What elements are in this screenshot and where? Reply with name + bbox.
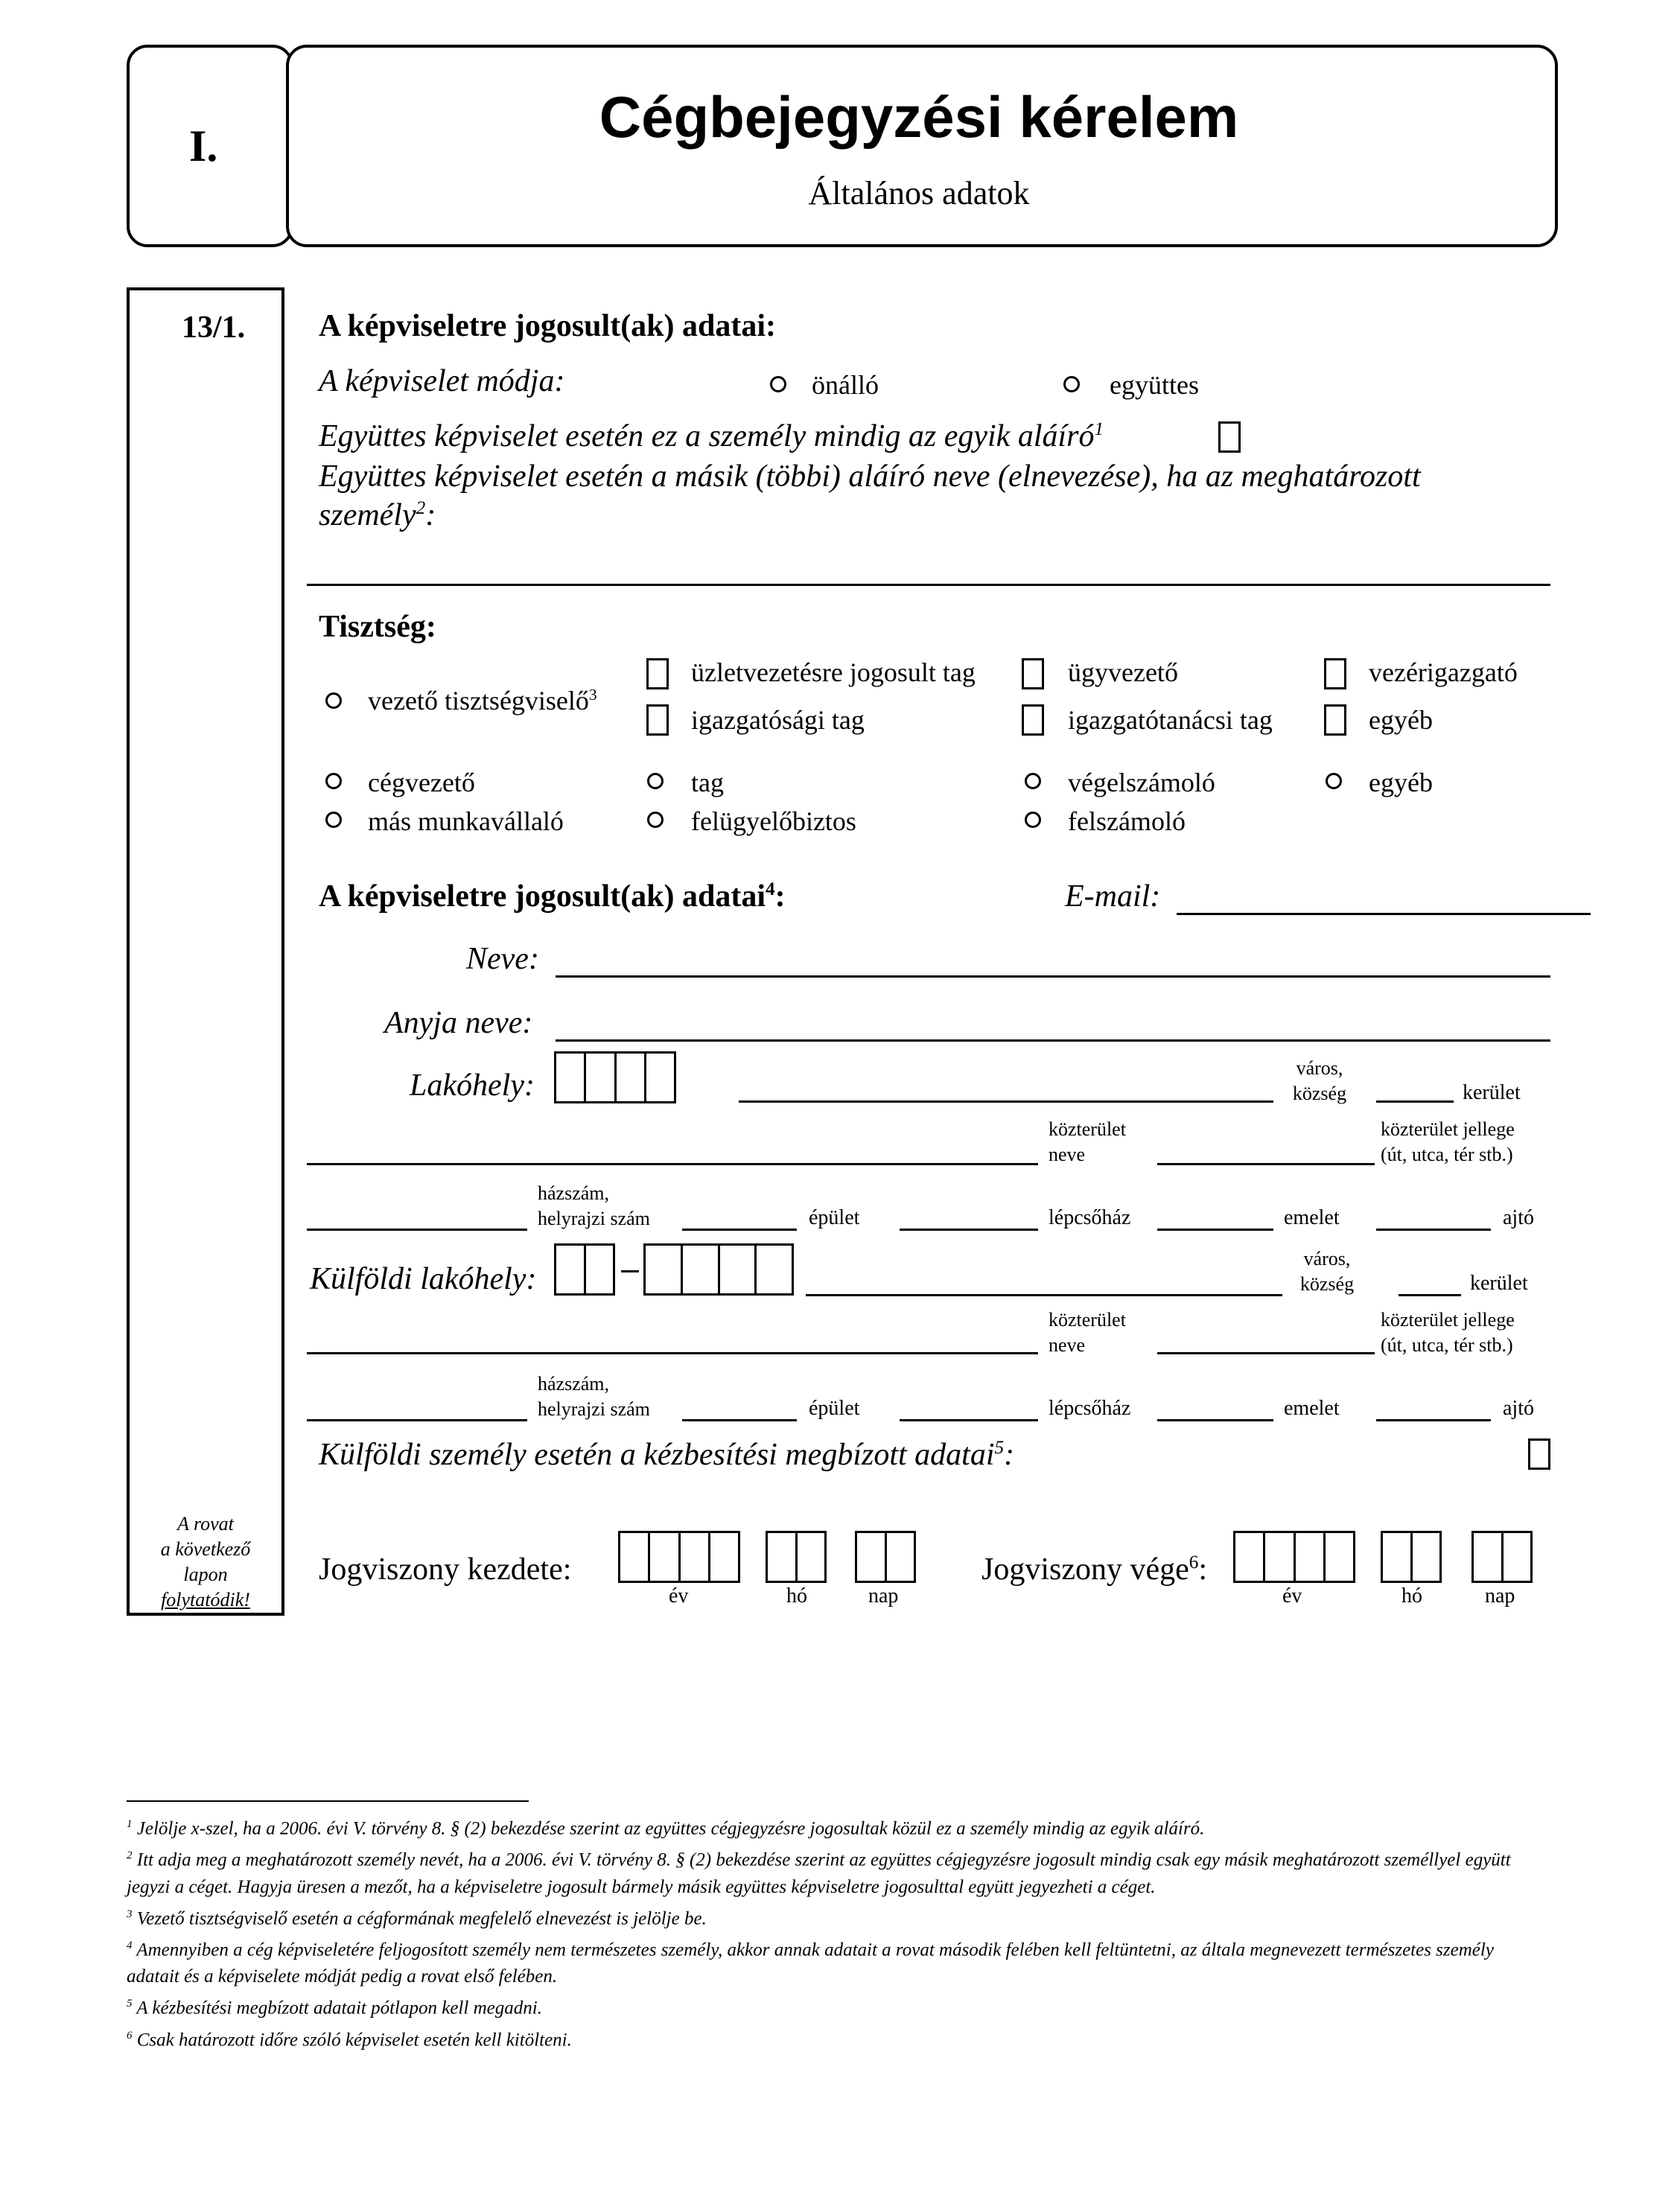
footnote-3: $^3$ Vezető tisztségviselő esetén a cégformának megfelelő elnevezést is jelölje be.: [127, 1908, 707, 1928]
mother-name-label: Anyja neve:: [384, 1006, 533, 1040]
foreign-house-number-field[interactable]: [682, 1419, 797, 1421]
email-field[interactable]: [1177, 913, 1591, 915]
footnote-6: $^6$ Csak határozott időre szóló képviselet esetén kell kitölteni.: [127, 2029, 572, 2050]
other-signer-name-line[interactable]: [307, 584, 1550, 586]
section-code-column: [127, 287, 284, 1616]
start-year-label: év: [669, 1584, 689, 1608]
section-heading: A képviseletre jogosult(ak) adatai:: [319, 309, 777, 343]
street-type-label: közterület jellege (út, utca, tér stb.): [1381, 1118, 1515, 1165]
footnote-5: $^5$ A kézbesítési megbízott adatait pótlapon kell megadni.: [127, 1998, 542, 2019]
start-month-boxes[interactable]: [766, 1531, 827, 1583]
end-year-boxes[interactable]: [1233, 1531, 1355, 1583]
start-year-boxes[interactable]: [618, 1531, 740, 1583]
end-year-label: év: [1282, 1584, 1302, 1608]
liquidator-radio[interactable]: [1025, 773, 1041, 789]
foreign-staircase-label: lépcsőház: [1049, 1397, 1131, 1420]
foreign-postal-code-boxes[interactable]: [643, 1243, 794, 1296]
end-day-boxes[interactable]: [1471, 1531, 1533, 1583]
house-number-prefix-field[interactable]: [307, 1229, 527, 1231]
start-month-label: hó: [786, 1584, 807, 1608]
street-name-label: közterület neve: [1049, 1118, 1126, 1165]
section-number: I.: [189, 121, 218, 171]
house-number-field[interactable]: [682, 1229, 797, 1231]
staircase-label: lépcsőház: [1049, 1206, 1131, 1229]
foreign-street-type-field[interactable]: [1157, 1352, 1375, 1354]
building-label: épület: [809, 1206, 860, 1229]
district-label: kerület: [1463, 1081, 1521, 1104]
representation-mode-label: A képviselet módja:: [319, 364, 565, 398]
street-type-field[interactable]: [1157, 1163, 1375, 1165]
name-field[interactable]: [556, 975, 1550, 978]
other-leader-checkbox[interactable]: [1324, 704, 1346, 736]
joint-other-signer-line2: személy$^2$:: [319, 498, 436, 532]
other-radio[interactable]: [1326, 773, 1342, 789]
foreign-floor-field[interactable]: [1376, 1419, 1491, 1421]
footnotes: [127, 1811, 1541, 2054]
foreign-street-type-label: közterület jellege (út, utca, tér stb.): [1381, 1309, 1515, 1356]
residence-label: Lakóhely:: [410, 1068, 535, 1103]
city-label: város, község: [1292, 1057, 1347, 1104]
start-day-boxes[interactable]: [855, 1531, 916, 1583]
floor-label: emelet: [1284, 1206, 1340, 1229]
relation-end-label: Jogviszony vége$^6$:: [981, 1552, 1208, 1587]
business-manager-member-label: üzletvezetésre jogosult tag: [691, 657, 976, 687]
member-label: tag: [691, 768, 724, 797]
foreign-street-name-label: közterület neve: [1049, 1309, 1126, 1356]
board-of-directors-member-checkbox[interactable]: [1022, 704, 1044, 736]
supervisory-commissioner-radio[interactable]: [647, 812, 664, 828]
foreign-house-number-prefix-field[interactable]: [307, 1419, 527, 1421]
end-month-boxes[interactable]: [1381, 1531, 1442, 1583]
foreign-district-label: kerület: [1470, 1272, 1528, 1295]
business-manager-member-checkbox[interactable]: [646, 658, 669, 689]
other-employee-radio[interactable]: [325, 812, 342, 828]
end-month-label: hó: [1401, 1584, 1422, 1608]
footnote-4: $^4$ Amennyiben a cég képviseletére feljogosított személy nem természetes személy, akkor annak adatait a rovat második felében kell feltüntetni, az általa megnevezett természetes személy adatait és a képviselete módját pedig a rovat első felében.: [127, 1939, 1494, 1987]
independent-label: önálló: [812, 370, 879, 400]
city-field[interactable]: [739, 1100, 1273, 1103]
company-manager-label: cégvezető: [368, 768, 475, 797]
street-name-field[interactable]: [307, 1163, 1038, 1165]
independent-radio[interactable]: [770, 376, 786, 392]
board-of-directors-member-label: igazgatótanácsi tag: [1068, 705, 1273, 735]
position-label: Tisztség:: [319, 610, 436, 644]
staircase-field[interactable]: [1157, 1229, 1273, 1231]
page-subtitle: Általános adatok: [808, 175, 1030, 211]
district-field[interactable]: [1376, 1100, 1454, 1103]
joint-always-signer-text: Együttes képviselet esetén ez a személy mindig az egyik aláíró$^1$: [319, 419, 1104, 453]
always-signer-checkbox[interactable]: [1218, 421, 1241, 453]
footnote-1: $^1$ Jelölje x-szel, ha a 2006. évi V. törvény 8. § (2) bekezdése szerint az együttes cégjegyzésre jogosultak közül ez a személy mindig az egyik aláíró.: [127, 1818, 1205, 1839]
managing-director-label: ügyvezető: [1068, 657, 1178, 687]
ceo-label: vezérigazgató: [1369, 657, 1518, 687]
end-day-label: nap: [1485, 1584, 1515, 1608]
door-label: ajtó: [1503, 1206, 1534, 1229]
board-member-label: igazgatósági tag: [691, 705, 865, 735]
foreign-country-code-boxes[interactable]: [554, 1243, 615, 1296]
building-field[interactable]: [900, 1229, 1038, 1231]
foreign-house-number-label: házszám, helyrajzi szám: [538, 1373, 650, 1420]
foreign-agent-label: Külföldi személy esetén a kézbesítési megbízott adatai$^5$:: [319, 1438, 1015, 1472]
member-radio[interactable]: [647, 773, 664, 789]
foreign-building-label: épület: [809, 1397, 860, 1420]
joint-label: együttes: [1110, 370, 1199, 400]
foreign-city-field[interactable]: [806, 1294, 1282, 1296]
board-member-checkbox[interactable]: [646, 704, 669, 736]
page-title: Cégbejegyzési kérelem: [599, 84, 1239, 150]
section-code: 13/1.: [182, 310, 246, 345]
foreign-door-label: ajtó: [1503, 1397, 1534, 1420]
mother-name-field[interactable]: [556, 1039, 1550, 1042]
footnote-2: $^2$ Itt adja meg a meghatározott személy nevét, ha a 2006. évi V. törvény 8. § (2) bekezdése szerint az együttes cégjegyzésre jogosult mindig csak egy másik meghatározott személlyel együtt jegyzi a céget. Hagyja üresen a mezőt, ha a képviseletre jogosult bármely másik együttes képviseletre jogosulttal együtt jegyezheti a céget.: [127, 1850, 1511, 1897]
name-label: Neve:: [466, 942, 539, 976]
start-day-label: nap: [868, 1584, 899, 1608]
joint-radio[interactable]: [1063, 376, 1080, 392]
foreign-city-label: város, község: [1299, 1248, 1355, 1295]
foreign-district-field[interactable]: [1399, 1294, 1461, 1296]
foreign-floor-label: emelet: [1284, 1397, 1340, 1420]
other-leader-label: egyéb: [1369, 705, 1433, 735]
postal-code-boxes[interactable]: [554, 1051, 676, 1103]
foreign-building-field[interactable]: [900, 1419, 1038, 1421]
foreign-staircase-field[interactable]: [1157, 1419, 1273, 1421]
leader-official-radio[interactable]: [325, 692, 342, 709]
foreign-agent-checkbox[interactable]: [1528, 1438, 1550, 1470]
foreign-residence-label: Külföldi lakóhely:: [310, 1262, 537, 1296]
receiver-label: felszámoló: [1068, 806, 1186, 836]
leader-official-label: vezető tisztségviselő$^3$: [368, 686, 597, 716]
other-employee-label: más munkavállaló: [368, 806, 564, 836]
dash-separator: [621, 1270, 639, 1272]
house-number-label: házszám, helyrajzi szám: [538, 1182, 650, 1229]
relation-start-label: Jogviszony kezdete:: [319, 1552, 572, 1587]
company-manager-radio[interactable]: [325, 773, 342, 789]
supervisory-commissioner-label: felügyelőbiztos: [691, 806, 856, 836]
email-label: E-mail:: [1065, 879, 1161, 914]
person-heading: A képviseletre jogosult(ak) adatai$^4$:: [319, 879, 786, 914]
floor-field[interactable]: [1376, 1229, 1491, 1231]
footnote-separator: [127, 1800, 529, 1802]
managing-director-checkbox[interactable]: [1022, 658, 1044, 689]
foreign-street-name-field[interactable]: [307, 1352, 1038, 1354]
ceo-checkbox[interactable]: [1324, 658, 1346, 689]
other-label: egyéb: [1369, 768, 1433, 797]
joint-other-signer-line1: Együttes képviselet esetén a másik (többi) aláíró neve (elnevezése), ha az meghatározott: [319, 459, 1421, 494]
receiver-radio[interactable]: [1025, 812, 1041, 828]
continuation-note: A rovat a következő lapon folytatódik!: [160, 1513, 251, 1610]
liquidator-label: végelszámoló: [1068, 768, 1215, 797]
